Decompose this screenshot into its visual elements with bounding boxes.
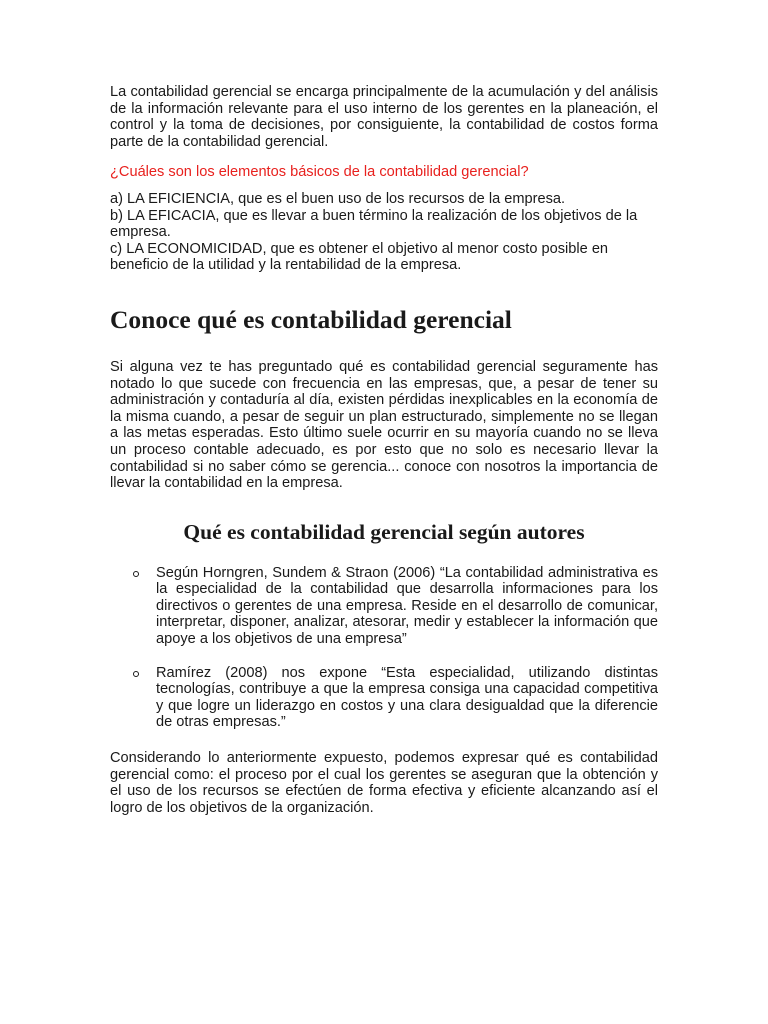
element-item-economicidad: c) LA ECONOMICIDAD, que es obtener el objetivo al menor costo posible en beneficio de la utilidad y la rentabilidad de la empresa. [110, 240, 609, 274]
authors-list [110, 565, 658, 731]
author-quote-ramirez: Ramírez (2008) nos expone “Esta especialidad, utilizando distintas tecnologías, contribuye a que la empresa consiga una capacidad competitiva y que logre un liderazgo en costos y una clara desigualdad que la diferencie de otras empresas.” [156, 664, 658, 731]
intro-paragraph: La contabilidad gerencial se encarga principalmente de la acumulación y del análisis de la información relevante para el uso interno de los gerentes en la planeación, el control y la toma de decisiones, por consiguiente, la contabilidad de costos forma parte de la contabilidad gerencial. [110, 84, 658, 150]
circle-bullet-icon [133, 671, 139, 677]
question-heading: ¿Cuáles son los elementos básicos de la contabilidad gerencial? [110, 164, 529, 181]
element-item-eficacia: b) LA EFICACIA, que es llevar a buen término la realización de los objetivos de la empresa. [110, 207, 638, 241]
section-heading-autores: Qué es contabilidad gerencial según autores [183, 519, 585, 544]
section-paragraph-conoce: Si alguna vez te has preguntado qué es contabilidad gerencial seguramente has notado lo que sucede con frecuencia en las empresas, que, a pesar de tener su administración y contaduría al día, existen pérdidas inexplicables en la economía de la misma cuando, a pesar de seguir un plan estructurado, simplemente no se llegan a las metas esperadas. Esto último suele ocurrir en su mayoría cuando no se lleva un proceso contable adecuado, es por esto que no solo es necesario llevar la contabilidad si no saber cómo se gerencia... conoce con nosotros la importancia de llevar la contabilidad en la empresa. [110, 358, 658, 492]
document-page [110, 84, 658, 816]
author-quote-horngren: Según Horngren, Sundem & Straon (2006) “La contabilidad administrativa es la especialidad de la contabilidad que desarrolla informaciones para los directivos o gerentes de una empresa. Reside en el desarrollo de comunicar, interpretar, disponer, analizar, atesorar, medir y establecer la información que apoye a los objetivos de una empresa” [156, 564, 658, 648]
element-item-eficiencia: a) LA EFICIENCIA, que es el buen uso de los recursos de la empresa. [110, 190, 566, 207]
conclusion-paragraph: Considerando lo anteriormente expuesto, podemos expresar qué es contabilidad gerencial como: el proceso por el cual los gerentes se aseguran que la obtención y el uso de los recursos se efectúen de forma efectiva y eficiente alcanzando así el logro de los objetivos de la organización. [110, 750, 658, 816]
elements-list [110, 191, 658, 274]
circle-bullet-icon [133, 571, 139, 577]
author-item-ramirez [110, 665, 658, 731]
section-heading-conoce: Conoce qué es contabilidad gerencial [110, 304, 512, 334]
author-item-horngren [110, 565, 658, 648]
